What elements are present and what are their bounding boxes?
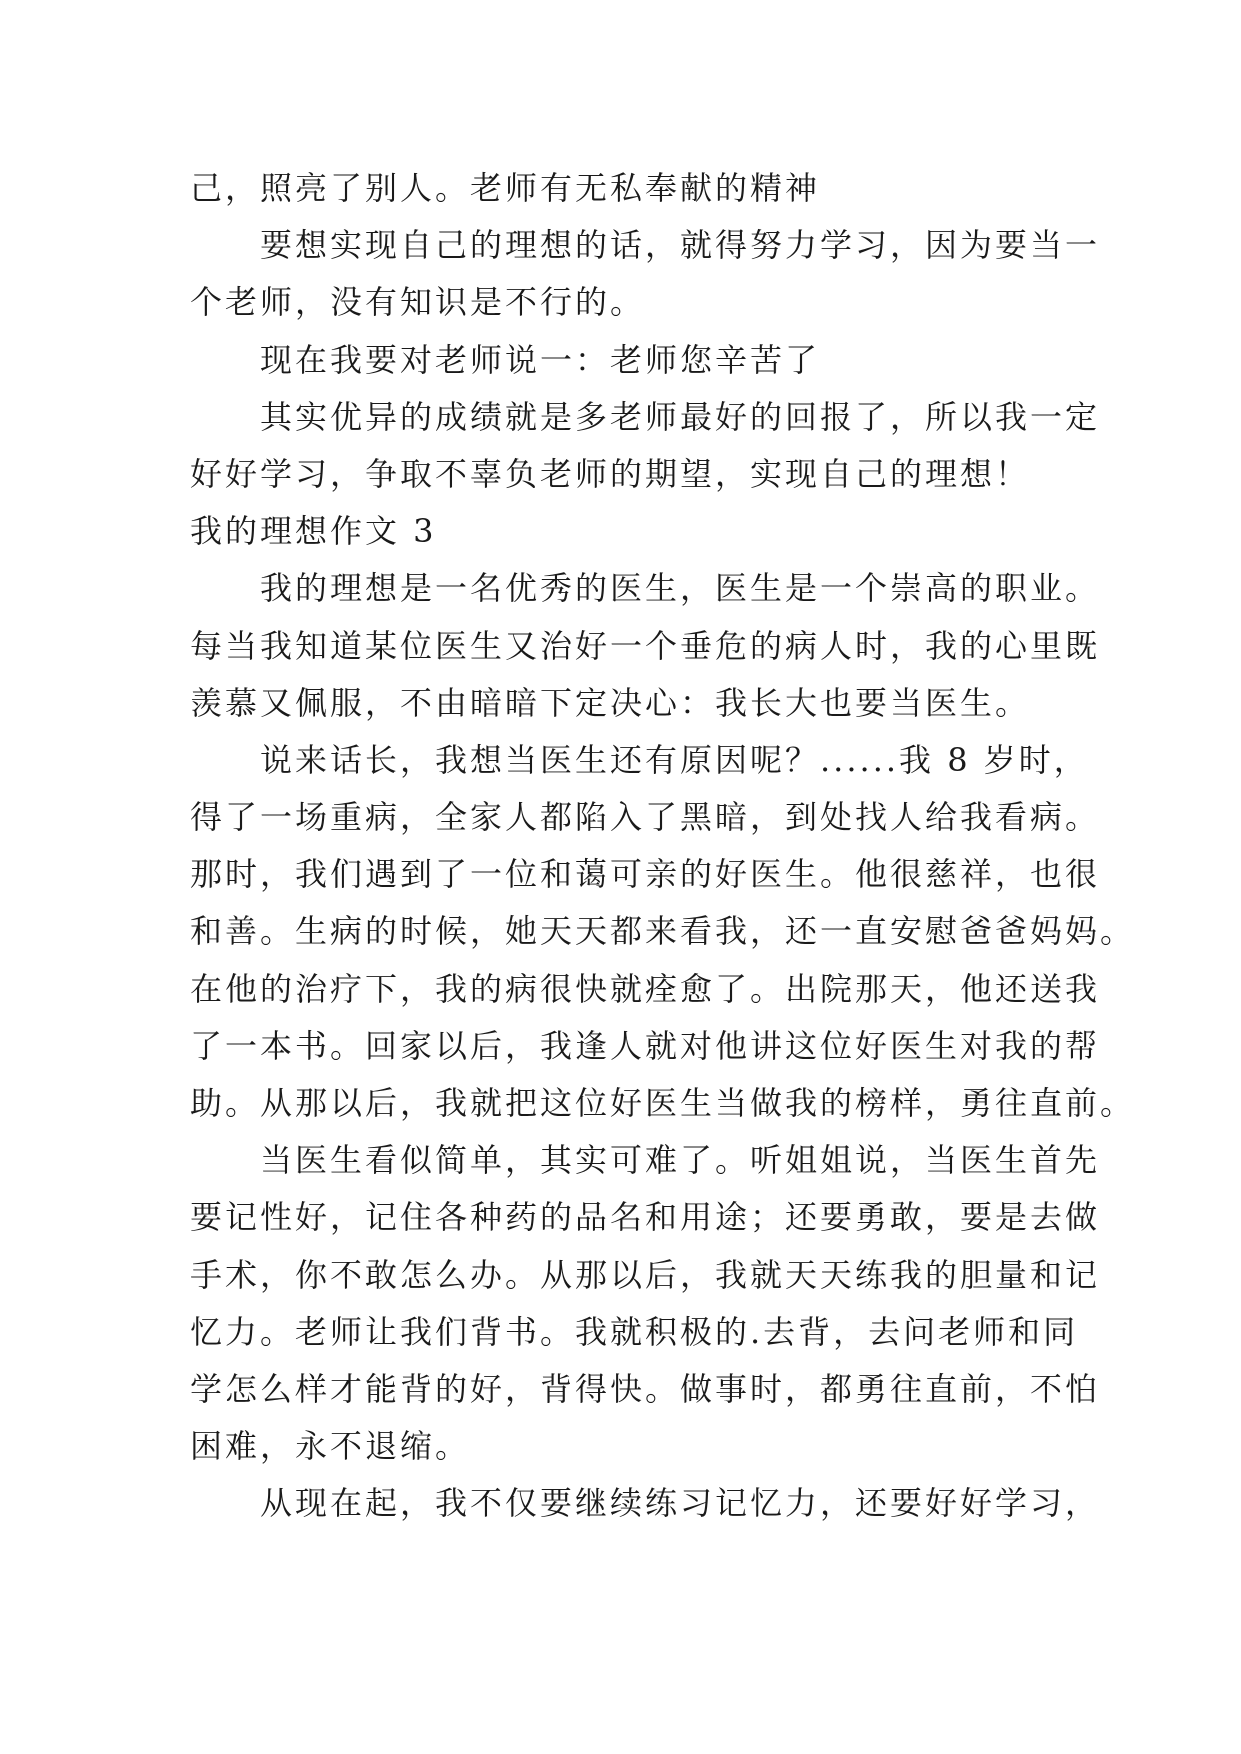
text-line: 那时，我们遇到了一位和蔼可亲的好医生。他很慈祥，也很 xyxy=(190,855,1101,894)
text-line: 在他的治疗下，我的病很快就痊愈了。出院那天，他还送我 xyxy=(190,969,1101,1008)
text-line: 学怎么样才能背的好，背得快。做事时，都勇往直前，不怕 xyxy=(190,1369,1101,1408)
text-line: 每当我知道某位医生又治好一个垂危的病人时，我的心里既 xyxy=(190,626,1101,665)
text-line: 个老师，没有知识是不行的。 xyxy=(190,283,646,322)
essay-text xyxy=(190,160,1136,1533)
text-line: 手术，你不敢怎么办。从那以后，我就天天练我的胆量和记 xyxy=(190,1255,1101,1294)
text-line: 得了一场重病，全家人都陷入了黑暗，到处找人给我看病。 xyxy=(190,798,1101,837)
text-line: 当医生看似简单，其实可难了。听姐姐说，当医生首先 xyxy=(260,1141,1101,1180)
text-line: 了一本书。回家以后，我逢人就对他讲这位好医生对我的帮 xyxy=(190,1026,1101,1065)
text-line: 其实优异的成绩就是多老师最好的回报了，所以我一定 xyxy=(260,397,1101,436)
text-line: 我的理想是一名优秀的医生，医生是一个崇高的职业。 xyxy=(260,569,1101,608)
text-line: 和善。生病的时候，她天天都来看我，还一直安慰爸爸妈妈。 xyxy=(190,912,1136,951)
text-line: 现在我要对老师说一：老师您辛苦了 xyxy=(260,340,821,379)
text-line: 助。从那以后，我就把这位好医生当做我的榜样，勇往直前。 xyxy=(190,1084,1136,1122)
text-line: 要想实现自己的理想的话，就得努力学习，因为要当一 xyxy=(260,226,1101,265)
text-line: 要记性好，记住各种药的品名和用途；还要勇敢，要是去做 xyxy=(190,1198,1101,1237)
text-line: 困难，永不退缩。 xyxy=(190,1427,471,1466)
text-line: 羡慕又佩服，不由暗暗下定决心：我长大也要当医生。 xyxy=(190,683,1031,722)
text-line: 好好学习，争取不辜负老师的期望，实现自己的理想！ xyxy=(190,454,1031,493)
text-line: 己，照亮了别人。老师有无私奉献的精神 xyxy=(190,169,821,207)
text-line: 说来话长，我想当医生还有原因呢？......我 8 岁时， xyxy=(260,740,1089,779)
text-line: 忆力。老师让我们背书。我就积极的.去背，去问老师和同 xyxy=(190,1312,1079,1351)
text-line: 从现在起，我不仅要继续练习记忆力，还要好好学习， xyxy=(260,1484,1101,1523)
section-heading: 我的理想作文 3 xyxy=(190,512,437,551)
